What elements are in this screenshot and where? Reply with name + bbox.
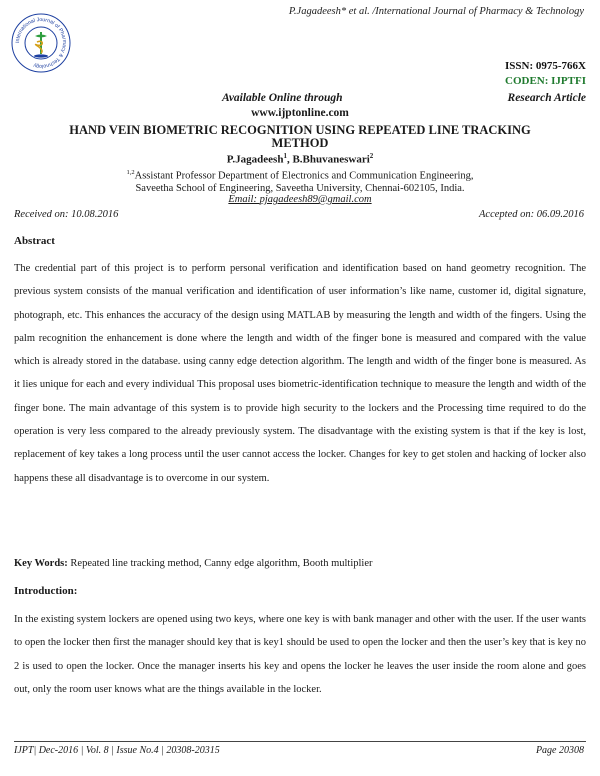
- available-online-label: Available Online through: [222, 92, 343, 104]
- abstract-heading: Abstract: [14, 235, 55, 247]
- page-number: Page 20308: [535, 745, 584, 756]
- affiliation-line-2: Saveetha School of Engineering, Saveetha University, Chennai-602105, India.: [135, 183, 465, 194]
- email-address[interactable]: pjagadeesh89@gmail.com: [259, 194, 372, 205]
- footer-divider: [14, 741, 586, 742]
- keywords-text: Repeated line tracking method, Canny edge algorithm, Booth multiplier: [70, 558, 373, 569]
- keywords: [14, 558, 586, 569]
- article-title: HAND VEIN BIOMETRIC RECOGNITION USING REPEATED LINE TRACKING METHOD: [69, 123, 531, 150]
- journal-seal-icon: [10, 12, 72, 74]
- journal-url[interactable]: www.ijptonline.com: [251, 107, 349, 119]
- introduction-heading: Introduction:: [14, 585, 78, 597]
- author-2: B.Bhuvaneswari: [292, 153, 370, 166]
- article-type: Research Article: [507, 92, 586, 104]
- email-line: [0, 194, 600, 205]
- author-separator: ,: [286, 153, 293, 166]
- email-label: Email:: [228, 194, 260, 205]
- received-date: Received on: 10.08.2016: [14, 209, 119, 220]
- affiliation-line-1: Assistant Professor Department of Electronics and Communication Engineering,: [134, 170, 474, 182]
- author-2-sup: 2: [369, 152, 374, 160]
- author-1-sup: 1: [283, 152, 287, 160]
- coden: CODEN: IJPTFI: [505, 75, 586, 87]
- footer-citation: IJPT| Dec-2016 | Vol. 8 | Issue No.4 | 20308-20315: [14, 745, 220, 756]
- affiliation-sup: 1,2: [126, 169, 135, 176]
- affiliation: [0, 167, 600, 196]
- running-header: P.Jagadeesh* et al. /International Journal of Pharmacy & Technology: [288, 6, 584, 17]
- issn: ISSN: 0975-766X: [505, 60, 586, 72]
- keywords-label: Key Words:: [14, 558, 68, 569]
- accepted-date: Accepted on: 06.09.2016: [479, 209, 584, 220]
- abstract-text: The credential part of this project is to perform personal verification and identification based on hand geometry recognition. The previous system consists of the manual verification and identification of user information’s like name, customer id, digital signature, photograph, etc. This enhances the accuracy of the design using MATLAB by measuring the length and width of the fingers. Using the palm recognition the enhancement is done where the length and width of the finger bone is measured and compared with the value which is already stored in the database. using canny edge detection algorithm. The length and width of the finger bone is measured. As it lies unique for each and every individual This proposal uses biometric-identification technique to measure the length and width of the finger bone. The main advantage of this system is to provide high security to the lockers and the Processing time required to do the operation is very less compared to the already previously system. The disadvantage with the existing system is that if the key is lost, replacement of key takes a long process until the user cannot access the locker. Changes for key to get stolen and hacking of locker also happens these all disadvantage is to overcome in our system.: [14, 263, 586, 484]
- authors: [0, 152, 600, 166]
- journal-logo: [10, 12, 72, 74]
- introduction-text: In the existing system lockers are opened using two keys, where one key is with bank manager and other with the user. If the user wants to open the locker then first the manager should key that is key1 should be used to open the locker and then the user’s key that is key no 2 is used to open the locker. Once the manager inserts his key and opens the locker he leaves the user inside the room alone and goes out, only the room user knows what are the things available in the locker.: [14, 614, 586, 695]
- author-1: P.Jagadeesh: [226, 153, 284, 166]
- logo-ring-text: International Journal of Pharmacy & Technology: [14, 16, 68, 70]
